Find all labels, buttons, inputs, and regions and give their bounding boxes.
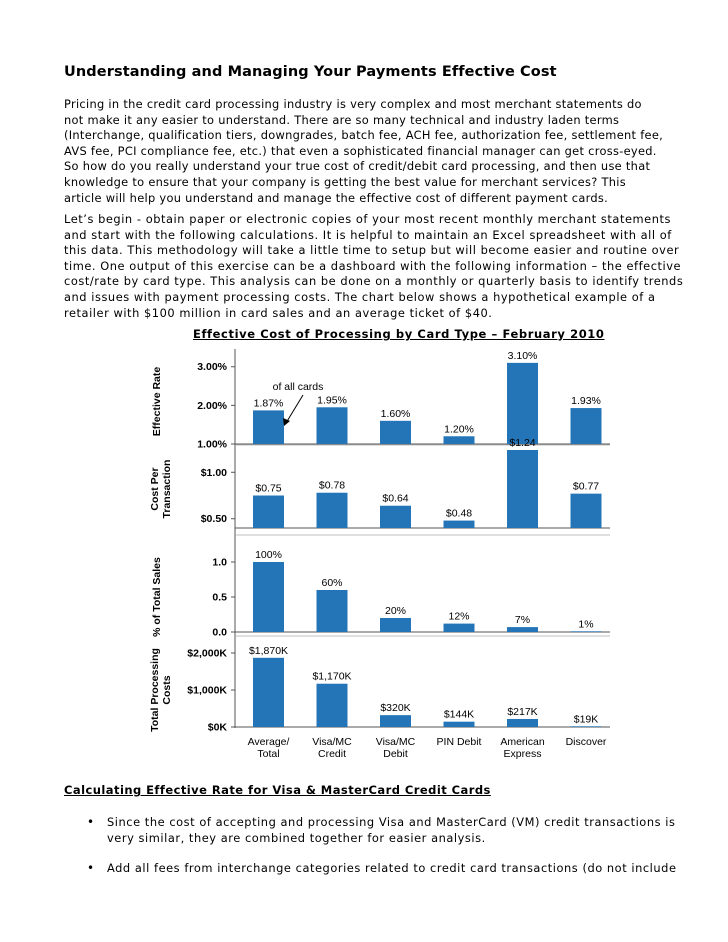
bar (317, 493, 348, 528)
category-label: Visa/MC (312, 736, 352, 748)
annotation-arrow (286, 395, 303, 423)
category-label: Credit (317, 748, 347, 760)
bar (571, 631, 602, 632)
text-line: not make it any easier to understand. There are so many technical and industry laden terms (64, 112, 620, 127)
data-label: 60% (321, 577, 343, 589)
text-line: and start with the following calculations. It is helpful to maintain an Excel spreadsheet with all of (64, 227, 672, 242)
tick-label: 2.00% (197, 399, 227, 412)
chart-panel (149, 437, 610, 535)
data-label: $19K (573, 713, 599, 726)
data-label: $144K (443, 708, 475, 721)
bar (253, 496, 284, 529)
text-line: (Interchange, qualification tiers, downgrades, batch fee, ACH fee, authorization fee, settlement fee, (64, 128, 664, 143)
data-label: 7% (514, 614, 531, 627)
data-label: $0.64 (382, 492, 409, 505)
data-label: 20% (384, 605, 407, 617)
bar (571, 494, 602, 528)
text-line: very similar, they are combined together for easier analysis. (107, 830, 486, 845)
bar (507, 627, 538, 632)
data-label: $320K (380, 702, 411, 715)
data-label: 12% (448, 610, 470, 623)
bullet-glyph: • (87, 861, 95, 875)
bar (317, 590, 348, 632)
text-line: Let’s begin - obtain paper or electronic copies of your most recent monthly merchant statements (64, 212, 672, 226)
document-title: Understanding and Managing Your Payments Effective Cost (64, 64, 557, 80)
text-line: Since the cost of accepting and processing Visa and MasterCard (VM) credit transactions is (107, 815, 676, 829)
data-label: $217K (507, 705, 538, 718)
bar (380, 715, 411, 727)
category-label: Debit (383, 748, 408, 760)
bar (444, 624, 475, 632)
bar (380, 506, 411, 528)
tick-label: $1,000K (187, 684, 227, 697)
bar (444, 722, 475, 727)
text-line: retailer with $100 million in card sales and an average ticket of $40. (64, 305, 493, 320)
category-label: Discover (565, 736, 607, 748)
bullet-glyph: • (87, 815, 95, 829)
category-label: Express (503, 748, 542, 760)
text-line: cost/rate by card type. This analysis can be done on a monthly or quarterly basis to identify trends (64, 274, 684, 289)
tick-label: 3.00% (197, 361, 227, 374)
category-label: Total (257, 748, 280, 760)
y-axis-label: % of Total Sales (151, 557, 163, 637)
data-label: $1,170K (312, 670, 352, 683)
tick-label: 1.0 (212, 556, 227, 569)
text-line: time. One output of this exercise can be a dashboard with the following information – the effective (64, 258, 682, 273)
category-label: Average/ (247, 736, 290, 748)
bar (317, 407, 348, 444)
bar (444, 436, 475, 444)
bullet-item (107, 861, 677, 877)
category-label: American (500, 736, 545, 748)
data-label: $0.75 (255, 482, 282, 495)
annotation-text: of all cards (272, 381, 324, 393)
text-line: this data. This methodology will take a little time to setup but will become easier and routine over (64, 243, 680, 258)
data-label: 1.60% (380, 407, 411, 420)
data-label: 3.10% (507, 349, 538, 362)
data-label: 1.93% (571, 395, 601, 408)
bar (253, 658, 284, 727)
chart-title: Effective Cost of Processing by Card Type – February 2010 (193, 327, 605, 341)
bar (253, 410, 284, 444)
data-label: 1.87% (253, 397, 284, 410)
data-label: 1% (578, 618, 594, 631)
intro-paragraph (64, 97, 664, 206)
chart-panel (151, 549, 610, 639)
bar (380, 421, 411, 444)
data-label: $0.48 (445, 507, 473, 520)
tick-label: $0K (207, 721, 227, 734)
text-line: So how do you really understand your true cost of credit/debit card processing, and then use that (64, 159, 651, 174)
data-label: $0.78 (318, 479, 346, 492)
bar (571, 726, 602, 727)
y-axis-label: Costs (161, 675, 173, 705)
tick-label: $1.00 (200, 466, 227, 479)
category-label: Visa/MC (375, 736, 416, 748)
y-axis-label: Cost Per (149, 467, 161, 511)
data-label: 1.20% (444, 423, 474, 436)
text-line: knowledge to ensure that your company is getting the best value for merchant services? This (64, 174, 626, 189)
effective-cost-chart (140, 345, 620, 765)
y-axis-label: Transaction (161, 459, 173, 519)
data-label: $1.24 (509, 437, 536, 449)
annotation-arrowhead (283, 418, 290, 426)
text-line: Add all fees from interchange categories related to credit card transactions (do not include (107, 861, 677, 875)
bar (444, 521, 475, 528)
bar (317, 684, 348, 727)
text-line: and issues with payment processing costs. The chart below shows a hypothetical example of a (64, 289, 656, 304)
bar (507, 450, 538, 528)
category-label: PIN Debit (436, 736, 482, 748)
y-axis-label: Total Processing (149, 648, 161, 732)
text-line: Pricing in the credit card processing industry is very complex and most merchant statements do (64, 97, 642, 111)
tick-label: 1.00% (197, 438, 227, 451)
y-axis-label: Effective Rate (151, 366, 163, 437)
bar (380, 618, 411, 632)
bar (571, 408, 602, 444)
tick-label: 0.5 (212, 591, 227, 604)
bar (507, 719, 538, 727)
tick-label: $2,000K (187, 647, 227, 660)
text-line: article will help you understand and manage the effective cost of different payment cards. (64, 190, 609, 205)
bar (253, 562, 284, 632)
bullet-item (107, 815, 676, 846)
bar (507, 363, 538, 444)
chart-panel (151, 350, 610, 451)
text-line: AVS fee, PCI compliance fee, etc.) that even a sophisticated financial manager can get cross-eyed. (64, 143, 657, 158)
data-label: 1.95% (317, 394, 347, 407)
chart-panel (149, 645, 610, 734)
tick-label: $0.50 (200, 513, 227, 526)
data-label: $1,870K (248, 644, 289, 657)
data-label: 100% (255, 549, 282, 561)
data-label: $0.77 (572, 480, 600, 493)
tick-label: 0.0 (212, 626, 227, 639)
section-heading: Calculating Effective Rate for Visa & MasterCard Credit Cards (64, 783, 491, 797)
method-paragraph (64, 212, 684, 321)
